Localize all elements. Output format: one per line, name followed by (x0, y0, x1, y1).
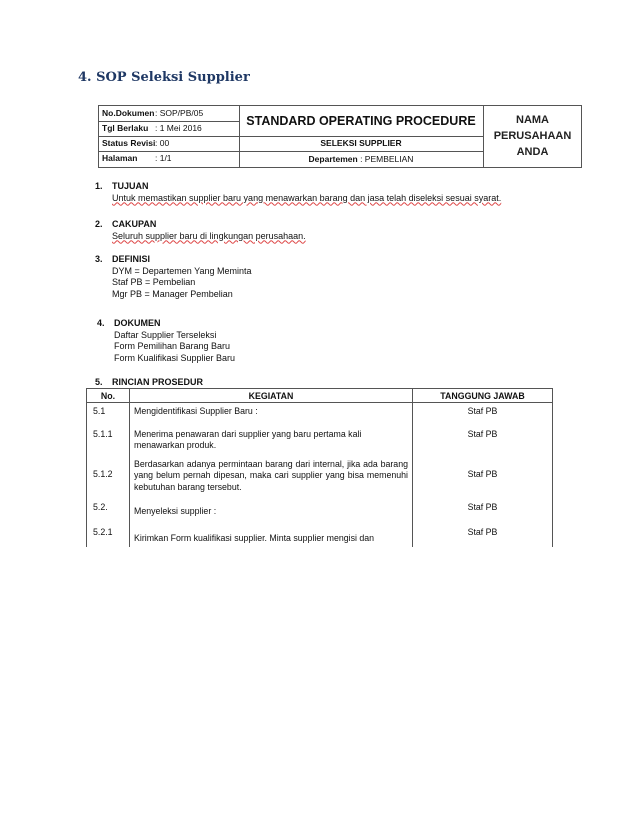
section-title: CAKUPAN (112, 219, 157, 229)
effective-date-value: : 1 Mei 2016 (155, 123, 202, 133)
section-title: RINCIAN PROSEDUR (112, 377, 204, 387)
section-line: DYM = Departemen Yang Meminta (112, 265, 252, 276)
company-column (484, 106, 581, 167)
row-responsibility: Staf PB (413, 403, 553, 421)
section-cakupan (95, 219, 535, 242)
section-rincian (95, 377, 535, 389)
section-title: DEFINISI (112, 254, 151, 264)
section-definisi (95, 254, 535, 300)
effective-date-label: Tgl Berlaku (102, 123, 149, 133)
sop-title: STANDARD OPERATING PROCEDURE (239, 106, 483, 137)
page-heading: 4. SOP Seleksi Supplier (78, 70, 250, 85)
column-header-no: No. (87, 389, 130, 403)
doc-number-row (99, 106, 239, 122)
activity-text: Mengidentifikasi Supplier Baru : (134, 406, 258, 416)
doc-number-value: : SOP/PB/05 (155, 108, 204, 118)
row-number: 5.2. (87, 496, 130, 521)
section-number: 3. (95, 254, 103, 264)
sop-header-table (98, 105, 582, 168)
page-row (99, 151, 239, 166)
doc-number-label: No.Dokumen (102, 108, 155, 118)
department-value: : PEMBELIAN (360, 154, 414, 164)
section-tujuan (95, 181, 535, 204)
company-line-2: PERUSAHAAN (493, 130, 572, 142)
section-line: Seluruh supplier baru di lingkungan perusahaan. (112, 230, 306, 241)
section-line: Daftar Supplier Terseleksi (114, 329, 217, 340)
section-number: 2. (95, 219, 103, 229)
section-number: 5. (95, 377, 103, 387)
column-header-activity: KEGIATAN (130, 389, 413, 403)
row-number: 5.1.1 (87, 421, 130, 455)
row-activity: Menerima penawaran dari supplier yang baru pertama kali menawarkan produk. (130, 421, 413, 455)
sop-title-column (239, 106, 484, 167)
row-responsibility: Staf PB (413, 521, 553, 548)
column-header-responsibility: TANGGUNG JAWAB (413, 389, 553, 403)
row-responsibility: Staf PB (413, 421, 553, 455)
page-value: : 1/1 (155, 153, 172, 163)
row-responsibility: Staf PB (413, 455, 553, 497)
row-activity: Menyeleksi supplier : (130, 496, 413, 521)
section-line: Form Pemilihan Barang Baru (114, 341, 231, 351)
table-header-row (87, 389, 553, 403)
section-title: TUJUAN (112, 181, 149, 191)
effective-date-row (99, 121, 239, 137)
document-info-column (99, 106, 240, 167)
section-line: Untuk memastikan supplier baru yang menawarkan barang dan jasa telah diseleksi sesuai syarat. (112, 192, 502, 203)
revision-status-label: Status Revisi (102, 138, 156, 148)
section-number: 4. (97, 318, 105, 328)
section-line: Mgr PB = Manager Pembelian (112, 288, 233, 299)
sop-subtitle: SELEKSI SUPPLIER (239, 136, 483, 152)
department-label: Departemen (308, 154, 358, 164)
section-number: 1. (95, 181, 103, 191)
row-activity: Berdasarkan adanya permintaan barang dari internal, jika ada barang yang belum pernah dipesan, maka cari supplier yang bisa memenuhi kebutuhan barang tersebut. (130, 455, 413, 497)
revision-status-row (99, 136, 239, 152)
row-activity (130, 403, 413, 421)
section-dokumen (97, 318, 537, 364)
row-activity: Kirimkan Form kualifikasi supplier. Minta supplier mengisi dan (130, 521, 413, 548)
company-line-3: ANDA (516, 146, 549, 158)
row-number: 5.1 (87, 403, 130, 421)
page-label: Halaman (102, 153, 138, 163)
company-line-1: NAMA (516, 114, 549, 126)
table-row (87, 403, 553, 421)
row-responsibility: Staf PB (413, 496, 553, 521)
company-name (484, 112, 581, 160)
revision-status-value: : 00 (155, 138, 170, 148)
section-line: Form Kualifikasi Supplier Baru (114, 352, 236, 363)
table-row (87, 521, 553, 548)
table-row (87, 496, 553, 521)
procedure-table (86, 388, 553, 547)
table-row (87, 421, 553, 455)
row-number: 5.1.2 (87, 455, 130, 497)
section-title: DOKUMEN (114, 318, 161, 328)
row-number: 5.2.1 (87, 521, 130, 548)
table-row (87, 455, 553, 497)
section-line: Staf PB = Pembelian (112, 277, 196, 287)
department-line (239, 152, 483, 167)
